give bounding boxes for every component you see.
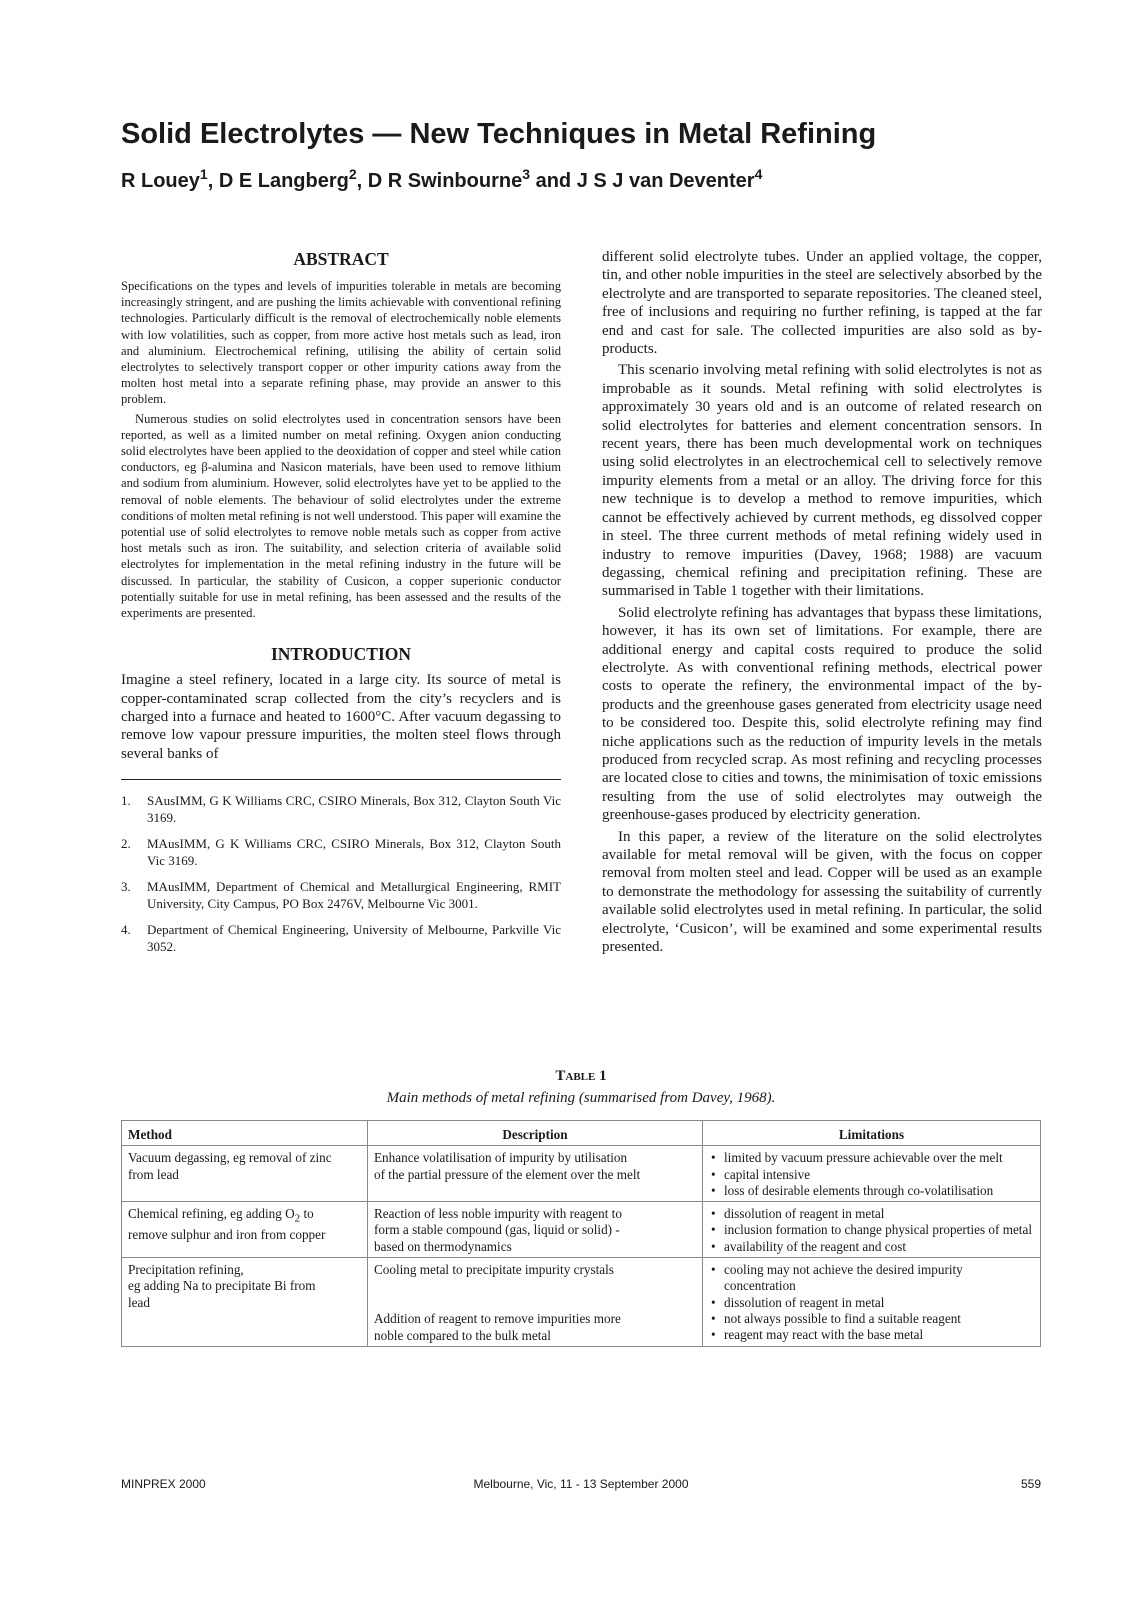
cell-line: noble compared to the bulk metal	[374, 1327, 551, 1343]
author-name: D E Langberg	[218, 170, 349, 192]
footnote-number: 4.	[121, 922, 131, 938]
introduction-heading: INTRODUCTION	[270, 644, 412, 665]
limitations-list	[709, 1150, 1034, 1199]
cell-line: based on thermodynamics	[374, 1238, 512, 1254]
footnote-number: 1.	[121, 793, 131, 809]
cell-line: Reaction of less noble impurity with reagent to	[374, 1206, 622, 1222]
cell-line: Vacuum degassing, eg removal of zinc	[128, 1150, 332, 1166]
paper-title: Solid Electrolytes — New Techniques in Metal Refining	[121, 118, 877, 150]
limitations-cell	[703, 1146, 1041, 1202]
footnote	[121, 878, 561, 912]
limitation-item: • cooling may not achieve the desired impurity concentration	[709, 1262, 1034, 1295]
body-paragraph: Solid electrolyte refining has advantages that bypass these limitations, however, it has its own set of limitations. For example, there are additional energy and capital costs required to produce the solid electrolyte. As with conventional refining methods, electrical power costs to operate the refinery, the environmental impact of the by-products and the greenhouse gases generated from electricity usage need to be considered too. Despite this, solid electrolyte refining may find niche applications such as the reduction of impurity levels in the metals produced from recycled scrap. As most refining and recycling processes are located close to cities and towns, the minimisation of toxic emissions resulting from the use of solid electrolytes may outweigh the greenhouse-gases produced by electricity generation.	[602, 604, 1042, 824]
body-paragraph: different solid electrolyte tubes. Under an applied voltage, the copper, tin, and other noble impurities in the steel are selectively absorbed by the electrolyte and are transported to separate repositories. The cleaned steel, free of inclusions and requiring no further refining, is tapped at the far end and cast for sale. The collected impurities are also sold as by-products.	[602, 249, 1042, 358]
limitation-item: • dissolution of reagent in metal	[709, 1206, 1034, 1222]
limitations-cell	[703, 1258, 1041, 1347]
author-separator: ,	[207, 170, 219, 192]
description-cell	[368, 1258, 703, 1347]
abstract-paragraph: Numerous studies on solid electrolytes used in concentration sensors have been reported, as well as a limited number on metal refining. Oxygen anion conducting solid electrolytes have been applied to the deoxidation of copper and steel while cation conductors, eg β-alumina and Nasicon materials, have been used to remove lithium and sodium from aluminium. However, solid electrolytes have yet to be applied to the removal of noble elements. The behaviour of solid electrolytes under the extreme conditions of molten metal refining is not well understood. This paper will examine the potential use of solid electrolytes to remove noble metals such as copper from active host metals such as iron. The suitability, and selection criteria of available solid electrolytes for implementation in the metal refining industry in the future will be discussed. In particular, the stability of Cusicon, a copper superionic conductor potentially suitable for use in metal refining, has been assessed and the results of the experiments are presented.	[121, 411, 561, 621]
limitation-item: • reagent may react with the base metal	[709, 1327, 1034, 1343]
limitations-list	[709, 1262, 1034, 1343]
footnote-number: 3.	[121, 879, 131, 895]
method-cell	[122, 1258, 368, 1347]
author-affiliation-number: 1	[199, 166, 208, 182]
author-list	[121, 167, 1041, 195]
description-second-part	[374, 1311, 696, 1344]
limitation-item: • dissolution of reagent in metal	[709, 1295, 1034, 1311]
limitation-item: • inclusion formation to change physical properties of metal	[709, 1222, 1034, 1238]
cell-line: form a stable compound (gas, liquid or solid) -	[374, 1222, 620, 1238]
table-header-row	[122, 1121, 1041, 1146]
table-caption	[121, 1066, 1041, 1108]
limitation-item: • capital intensive	[709, 1167, 1034, 1183]
footnote-text: SAusIMM, G K Williams CRC, CSIRO Minerals, Box 312, Clayton South Vic 3169.	[147, 793, 561, 826]
limitation-item: • limited by vacuum pressure achievable over the melt	[709, 1150, 1034, 1166]
footer-conference-location: Melbourne, Vic, 11 - 13 September 2000	[473, 1477, 689, 1491]
description-cell	[368, 1146, 703, 1202]
page-number: 559	[1020, 1477, 1041, 1491]
footnote-text: Department of Chemical Engineering, University of Melbourne, Parkville Vic 3052.	[147, 922, 561, 955]
limitations-cell	[703, 1202, 1041, 1258]
cell-line: Chemical refining, eg adding O	[128, 1206, 295, 1222]
footnote	[121, 921, 561, 955]
table-row	[122, 1202, 1041, 1258]
column-header-limitations: Limitations	[703, 1121, 1041, 1146]
cell-line: to	[300, 1206, 314, 1222]
left-column	[121, 246, 561, 964]
limitations-list	[709, 1206, 1034, 1255]
cell-line: of the partial pressure of the element over the melt	[374, 1166, 641, 1182]
body-paragraph: This scenario involving metal refining with solid electrolytes is not as improbable as it sounds. Metal refining with solid electrolytes is approximately 30 years old and is an outcome of related research on solid electrolytes for batteries and element concentration sensors. In recent years, there has been much developmental work on techniques using solid electrolytes in an electrochemical cell to selectively remove impurity elements from a metal or an alloy. The driving force for this new technique is to develop a method to remove impurities, which cannot be effectively achieved by current methods, eg dissolved copper in steel. The three current methods of metal refining widely used in industry to remove impurities (Davey, 1968; 1988) are vacuum degassing, chemical refining and precipitation refining. These are summarised in Table 1 together with their limitations.	[602, 362, 1042, 600]
cell-line: eg adding Na to precipitate Bi from	[128, 1278, 316, 1294]
cell-line: Precipitation refining,	[128, 1262, 244, 1278]
column-header-method: Method	[122, 1121, 368, 1146]
cell-line: Addition of reagent to remove impurities more	[374, 1311, 621, 1327]
abstract-heading: ABSTRACT	[293, 249, 389, 269]
abstract-paragraph: Specifications on the types and levels of impurities tolerable in metals are becoming increasingly stringent, and are pushing the limits achievable with conventional refining technologies. Particularly difficult is the removal of electrochemically noble elements with low volatilities, such as copper, from more active host metals such as lead, iron and aluminium. Electrochemical refining, utilising the ability of certain solid electrolytes to selectively transport copper or other impurity cations away from the molten host metal into a separate refining phase, may provide an answer to this problem.	[121, 279, 561, 407]
author-separator: and	[530, 170, 577, 192]
description-cell	[368, 1202, 703, 1258]
body-paragraph: Imagine a steel refinery, located in a large city. Its source of metal is copper-contaminated scrap collected from the city’s recyclers and is charged into a furnace and heated to 1600°C. After vacuum degassing to remove low vapour pressure impurities, the molten steel flows through several banks of	[121, 672, 561, 762]
method-cell	[122, 1146, 368, 1202]
limitation-item: • not always possible to find a suitable reagent	[709, 1311, 1034, 1327]
table-label: Table 1	[555, 1068, 607, 1084]
author-affiliation-number: 4	[754, 166, 763, 182]
body-paragraph: In this paper, a review of the literature on the solid electrolytes available for metal removal will be given, with the focus on copper removal from molten steel and lead. Copper will be used as an example to demonstrate the methodology for assessing the suitability of currently available solid electrolytes used in metal refining. In particular, the solid electrolyte, ‘Cusicon’, will be examined and some experimental results presented.	[602, 828, 1042, 956]
author-name: D R Swinbourne	[367, 170, 523, 192]
footnote-divider	[121, 779, 561, 780]
footnote-number: 2.	[121, 836, 131, 852]
author-name: R Louey	[121, 170, 200, 192]
table-row	[122, 1258, 1041, 1347]
author-separator: ,	[356, 170, 368, 192]
cell-line: from lead	[128, 1166, 179, 1182]
cell-line: Cooling metal to precipitate impurity crystals	[374, 1262, 614, 1278]
cell-line: remove sulphur and iron from copper	[128, 1227, 326, 1243]
author-affiliation-number: 3	[522, 166, 531, 182]
right-column	[602, 248, 1042, 956]
cell-line: Enhance volatilisation of impurity by utilisation	[374, 1150, 628, 1166]
method-cell	[122, 1202, 368, 1258]
footnote-text: MAusIMM, G K Williams CRC, CSIRO Minerals, Box 312, Clayton South Vic 3169.	[147, 836, 561, 869]
footnote	[121, 792, 561, 826]
refining-methods-table	[121, 1120, 1041, 1347]
footnote-text: MAusIMM, Department of Chemical and Metallurgical Engineering, RMIT University, City Campus, PO Box 2476V, Melbourne Vic 3001.	[147, 879, 561, 912]
footnote	[121, 835, 561, 869]
footer-conference-name: MINPREX 2000	[121, 1477, 206, 1491]
cell-line: lead	[128, 1294, 150, 1310]
limitation-item: • availability of the reagent and cost	[709, 1239, 1034, 1255]
page-footer	[121, 1477, 1041, 1495]
author-name: J S J van Deventer	[576, 170, 755, 192]
author-affiliation-number: 2	[348, 166, 357, 182]
limitation-item: • loss of desirable elements through co-volatilisation	[709, 1183, 1034, 1199]
column-header-description: Description	[368, 1121, 703, 1146]
table-row	[122, 1146, 1041, 1202]
table-caption-text: Main methods of metal refining (summarised from Davey, 1968).	[386, 1090, 776, 1106]
subscript: 2	[294, 1212, 301, 1225]
